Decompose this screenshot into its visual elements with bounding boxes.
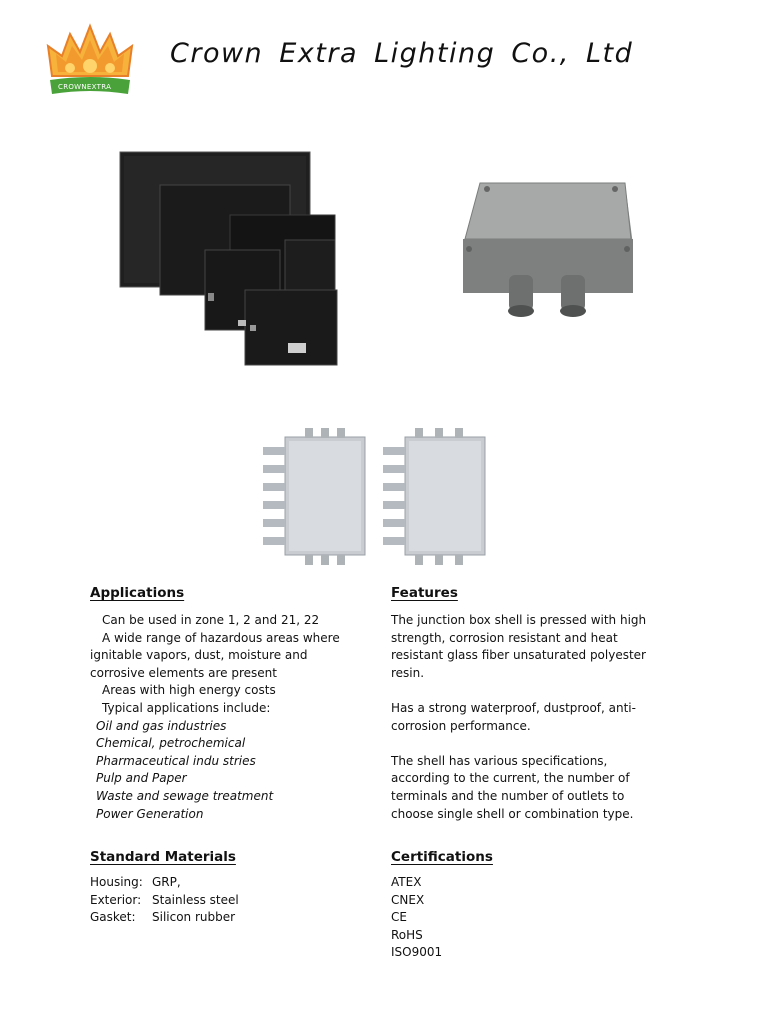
application-item: Power Generation: [96, 806, 204, 821]
material-row: [90, 909, 360, 927]
certification-item: ATEX: [391, 875, 422, 889]
certification-item: ISO9001: [391, 945, 443, 960]
applications-line: Typical applications include:: [102, 700, 271, 715]
material-key: Gasket:: [90, 910, 136, 925]
applications-line: A wide range of hazardous areas where: [102, 630, 340, 645]
material-row: [90, 874, 360, 892]
certification-item: RoHS: [391, 927, 423, 942]
material-value: Silicon rubber: [152, 910, 236, 925]
features-line: choose single shell or combination type.: [391, 806, 634, 821]
certification-item: CNEX: [391, 892, 425, 907]
certification-item: CE: [391, 910, 407, 925]
applications-line: Areas with high energy costs: [102, 683, 276, 698]
application-item: Oil and gas industries: [96, 718, 227, 733]
product-image-black-boxes: [110, 145, 345, 370]
applications-line: corrosive elements are present: [90, 665, 277, 680]
applications-heading: Applications: [90, 585, 185, 601]
features-heading: Features: [391, 585, 458, 601]
material-key: Housing:: [90, 875, 143, 889]
features-line: resin.: [391, 665, 425, 680]
features-line: strength, corrosion resistant and heat: [391, 630, 618, 645]
certifications-list: [391, 874, 591, 962]
features-line: terminals and the number of outlets to: [391, 788, 625, 803]
certifications-heading: Certifications: [391, 849, 493, 865]
applications-line: Can be used in zone 1, 2 and 21, 22: [102, 613, 320, 627]
materials-table: [90, 874, 360, 927]
material-value: Stainless steel: [152, 892, 239, 907]
applications-line: ignitable vapors, dust, moisture and: [90, 648, 308, 663]
material-key: Exterior:: [90, 892, 142, 907]
features-text: [391, 612, 661, 823]
product-image-stainless-boxes: [255, 425, 495, 570]
company-name: Crown Extra Lighting Co., Ltd: [170, 38, 634, 69]
features-line: The shell has various specifications,: [391, 753, 608, 768]
product-image-grey-box: [455, 175, 640, 320]
material-row: [90, 892, 360, 910]
application-item: Pulp and Paper: [96, 771, 187, 786]
features-line: according to the current, the number of: [391, 771, 630, 786]
company-logo: [44, 22, 136, 98]
material-value: GRP,: [152, 875, 181, 889]
application-item: Waste and sewage treatment: [96, 788, 274, 803]
features-line: The junction box shell is pressed with high: [391, 613, 647, 627]
application-item: Pharmaceutical indu stries: [96, 753, 256, 768]
features-line: corrosion performance.: [391, 718, 531, 733]
application-item: Chemical, petrochemical: [96, 736, 246, 751]
materials-heading: Standard Materials: [90, 849, 236, 865]
features-line: resistant glass fiber unsaturated polyester: [391, 648, 646, 663]
applications-text: [90, 612, 360, 823]
logo-caption: CROWNEXTRA: [58, 83, 112, 91]
features-line: Has a strong waterproof, dustproof, anti-: [391, 700, 636, 715]
